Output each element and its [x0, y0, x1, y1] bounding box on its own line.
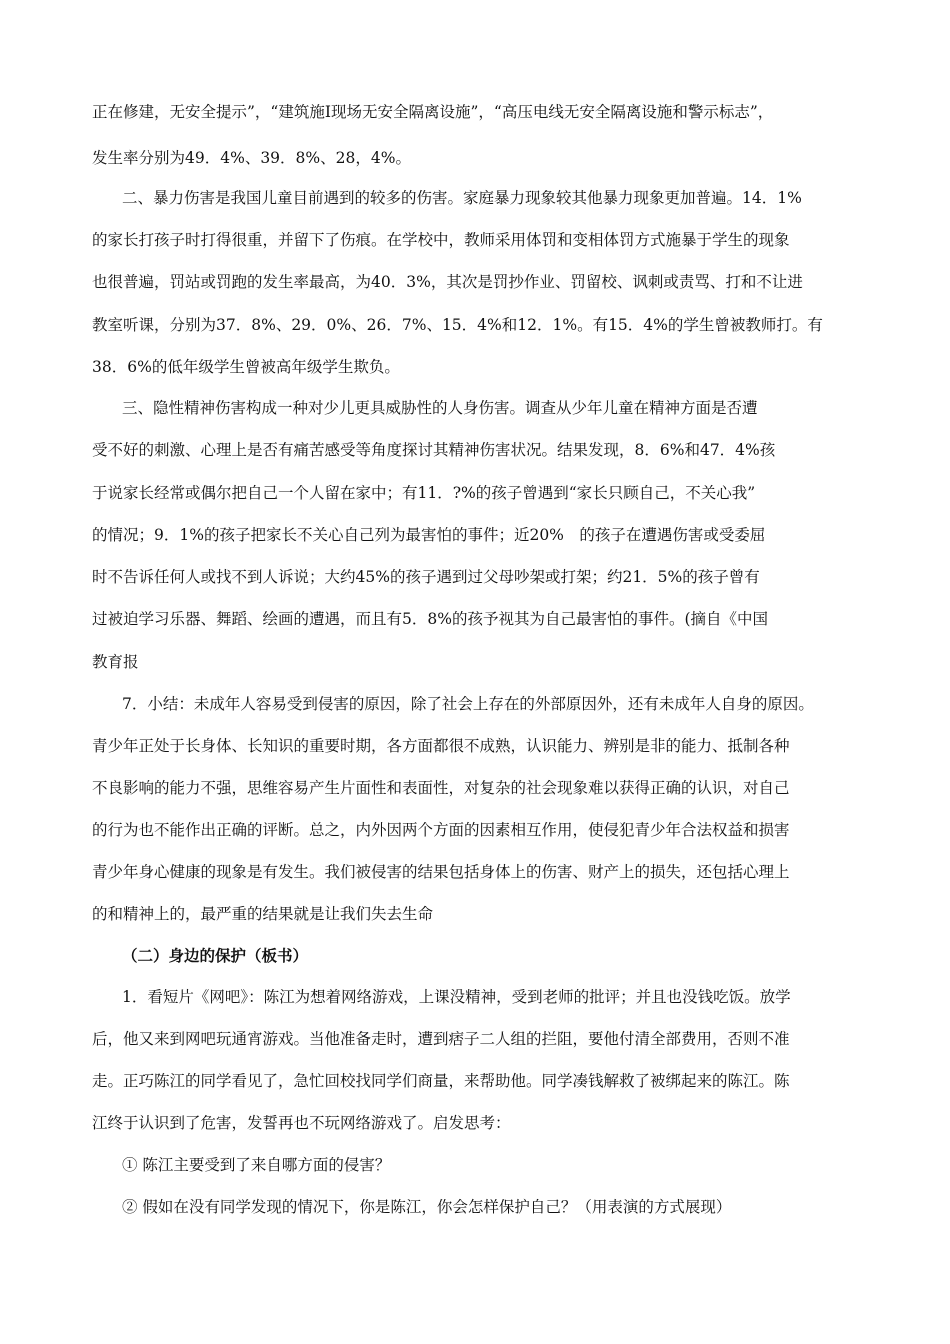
paragraph-start: 二、暴力伤害是我国儿童目前遇到的较多的伤害。家庭暴力现象较其他暴力现象更加普遍。14．1%: [122, 189, 802, 207]
text-line: 38．6%的低年级学生曾被高年级学生欺负。: [92, 358, 400, 376]
text-line: 发生率分别为49．4%、39．8%、28，4%。: [92, 149, 411, 167]
question-1: ① 陈江主要受到了来自哪方面的侵害？: [122, 1156, 391, 1174]
text-line: 的行为也不能作出正确的评断。总之，内外因两个方面的因素相互作用，使侵犯青少年合法权益和损害: [92, 821, 790, 839]
text-line: 青少年身心健康的现象是有发生。我们被侵害的结果包括身体上的伤害、财产上的损失，还包括心理上: [92, 863, 790, 881]
paragraph-start: 三、隐性精神伤害构成一种对少儿更具威胁性的人身伤害。调查从少年儿童在精神方面是否遭: [122, 399, 758, 417]
text-line: 教育报: [92, 653, 139, 671]
text-line: 正在修建，无安全提示”，“建筑施Ⅰ现场无安全隔离设施”，“高压电线无安全隔离设施和警示标志”，: [92, 103, 774, 121]
text-line: 的情况；9．1%的孩子把家长不关心自己列为最害怕的事件；近20% 的孩子在遭遇伤害或受委屈: [92, 526, 766, 544]
paragraph-start: 1．看短片《网吧》：陈江为想着网络游戏，上课没精神，受到老师的批评；并且也没钱吃饭。放学: [122, 988, 791, 1006]
text-line: 过被迫学习乐器、舞蹈、绘画的遭遇，而且有5．8%的孩予视其为自己最害怕的事件。(摘自《中国: [92, 610, 769, 628]
text-line: 的和精神上的，最严重的结果就是让我们失去生命: [92, 905, 434, 923]
paragraph-start: 7．小结：未成年人容易受到侵害的原因，除了社会上存在的外部原因外，还有未成年人自身的原因。: [122, 695, 814, 713]
text-line: 走。正巧陈江的同学看见了，急忙回校找同学们商量，来帮助他。同学凑钱解救了被绑起来的陈江。陈: [92, 1072, 790, 1090]
question-2: ② 假如在没有同学发现的情况下，你是陈江，你会怎样保护自己？（用表演的方式展现）: [122, 1198, 732, 1216]
text-line: 教室听课，分别为37．8%、29．0%、26．7%、15．4%和12．1%。有15．4%的学生曾被教师打。有: [92, 316, 823, 334]
text-line: 不良影响的能力不强，思维容易产生片面性和表面性，对复杂的社会现象难以获得正确的认识，对自己: [92, 779, 790, 797]
text-line: 时不告诉任何人或找不到人诉说；大约45%的孩子遇到过父母吵架或打架；约21．5%的孩子曾有: [92, 568, 760, 586]
text-line: 于说家长经常或偶尔把自己一个人留在家中；有11．?%的孩子曾遇到“家长只顾自己，不关心我”: [92, 484, 756, 502]
section-heading: （二）身边的保护（板书）: [122, 947, 309, 965]
text-line: 的家长打孩子时打得很重，并留下了伤痕。在学校中，教师采用体罚和变相体罚方式施暴于学生的现象: [92, 231, 790, 249]
text-line: 青少年正处于长身体、长知识的重要时期，各方面都很不成熟，认识能力、辨别是非的能力、抵制各种: [92, 737, 790, 755]
text-line: 后，他又来到网吧玩通宵游戏。当他准备走时，遭到痞子二人组的拦阻，要他付清全部费用，否则不准: [92, 1030, 790, 1048]
text-line: 受不好的刺激、心理上是否有痛苦感受等角度探讨其精神伤害状况。结果发现，8．6%和47．4%孩: [92, 441, 776, 459]
text-line: 也很普遍，罚站或罚跑的发生率最高，为40．3%，其次是罚抄作业、罚留校、讽刺或责骂、打和不让进: [92, 273, 803, 291]
text-line: 江终于认识到了危害，发誓再也不玩网络游戏了。启发思考：: [92, 1114, 511, 1132]
